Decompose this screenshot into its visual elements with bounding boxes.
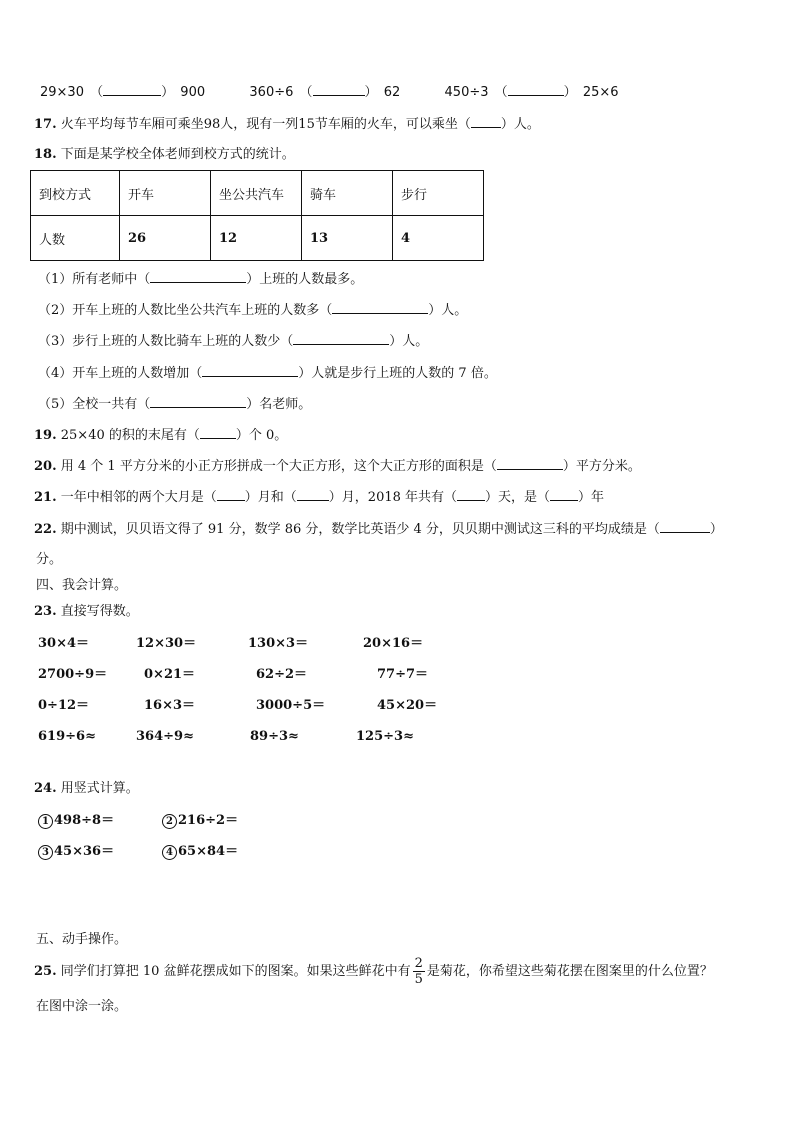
question-number: 24. — [34, 781, 57, 796]
question-23 — [34, 603, 139, 621]
table-cell: 4 — [393, 216, 484, 261]
calc-item: 619÷6≈ — [38, 729, 96, 744]
table-header-cell: 步行 — [393, 171, 484, 216]
table-header-cell: 开车 — [120, 171, 211, 216]
table-cell: 12 — [211, 216, 302, 261]
question-text: 用竖式计算。 — [60, 781, 139, 796]
question-number: 19. — [34, 428, 57, 443]
vertical-calc-item: 1 498÷8＝ — [38, 812, 114, 830]
answer-blank[interactable] — [103, 83, 161, 96]
circled-number: 3 — [38, 845, 53, 860]
sub-question-2: （2）开车上班的人数比坐公共汽车上班的人数多（ ）人。 — [38, 303, 468, 318]
compare-a-right: 900 — [180, 85, 206, 100]
calc-item: 12×30＝ — [136, 636, 197, 651]
table-header-cell: 到校方式 — [31, 171, 120, 216]
calc-item: 62÷2＝ — [256, 667, 308, 682]
calc-item: 45×20＝ — [377, 698, 438, 713]
question-text: ）人。 — [500, 117, 540, 132]
question-text: 火车平均每节车厢可乘坐98人，现有一列15节车厢的火车，可以乘坐（ — [60, 117, 471, 132]
question-number: 25. — [34, 964, 57, 979]
section-heading: 四、我会计算。 — [36, 578, 128, 593]
table-row — [31, 171, 484, 216]
question-number: 21. — [34, 490, 57, 505]
question-22: 22. 期中测试，贝贝语文得了 91 分，数学 86 分，数学比英语少 4 分，贝贝期中测试这三科的平均成绩是（ ） — [34, 522, 723, 537]
question-number: 23. — [34, 604, 57, 619]
question-17 — [34, 115, 540, 134]
compare-b-left: 360÷6 — [249, 85, 294, 100]
calc-item: 20×16＝ — [363, 636, 424, 651]
compare-row: 29×30 （ ） 900 360÷6 （ ） 62 450÷3 （ ） 25×6 — [40, 85, 619, 100]
question-25: 25. 同学们打算把 10 盆鲜花摆成如下的图案。如果这些鲜花中有 $\frac{2}{5}$ 是菊花，你希望这些菊花摆在图案里的什么位置？ — [34, 956, 713, 987]
table-cell: 26 — [120, 216, 211, 261]
answer-blank[interactable] — [332, 301, 428, 314]
vertical-calc-item: 2 216÷2＝ — [162, 812, 238, 830]
question-21: 21. 一年中相邻的两个大月是（ ）月和（ ）月，2018 年共有（ ）天，是（ ）年 — [34, 490, 605, 505]
calc-item: 16×3＝ — [144, 698, 196, 713]
sub-question-3: （3）步行上班的人数比骑车上班的人数少（ ）人。 — [38, 334, 429, 349]
answer-blank[interactable] — [217, 488, 245, 501]
calc-item: 77÷7＝ — [377, 667, 429, 682]
calc-item: 0÷12＝ — [38, 698, 90, 713]
compare-c-right: 25×6 — [582, 85, 619, 100]
fraction: $\frac{2}{5}$ — [414, 956, 423, 987]
commute-stats-table — [30, 170, 484, 261]
answer-blank[interactable] — [660, 520, 710, 533]
circled-number: 2 — [162, 814, 177, 829]
question-text: 直接写得数。 — [60, 604, 139, 619]
answer-blank[interactable] — [297, 488, 329, 501]
calc-item: 30×4＝ — [38, 636, 90, 651]
answer-blank[interactable] — [313, 83, 365, 96]
compare-b-right: 62 — [383, 85, 401, 100]
answer-blank[interactable] — [471, 115, 501, 128]
question-25-line2: 在图中涂一涂。 — [36, 999, 128, 1014]
question-number: 18. — [34, 147, 57, 162]
question-22-line2: 分。 — [36, 552, 63, 567]
table-cell: 人数 — [31, 216, 120, 261]
vertical-calc-item: 4 65×84＝ — [162, 843, 238, 861]
compare-a-left: 29×30 — [40, 85, 84, 100]
table-cell: 13 — [302, 216, 393, 261]
calc-item: 3000÷5＝ — [256, 698, 326, 713]
calc-item: 130×3＝ — [248, 636, 309, 651]
vertical-calc-item: 3 45×36＝ — [38, 843, 114, 861]
sub-question-4: （4）开车上班的人数增加（ ）人就是步行上班的人数的 7 倍。 — [38, 366, 497, 381]
answer-blank[interactable] — [293, 332, 389, 345]
answer-blank[interactable] — [150, 270, 246, 283]
section-heading: 五、动手操作。 — [36, 932, 128, 947]
question-text: 下面是某学校全体老师到校方式的统计。 — [60, 147, 295, 162]
answer-blank[interactable] — [497, 457, 563, 470]
calc-item: 364÷9≈ — [136, 729, 194, 744]
table-row — [31, 216, 484, 261]
answer-blank[interactable] — [150, 395, 246, 408]
question-19: 19. 25×40 的积的末尾有（ ）个 0。 — [34, 428, 288, 443]
question-number: 20. — [34, 459, 57, 474]
question-number: 22. — [34, 522, 57, 537]
calc-item: 0×21＝ — [144, 667, 196, 682]
question-24 — [34, 780, 139, 798]
calc-item: 125÷3≈ — [356, 729, 414, 744]
calc-item: 2700÷9＝ — [38, 667, 108, 682]
question-number: 17. — [34, 117, 57, 132]
circled-number: 4 — [162, 845, 177, 860]
compare-c-left: 450÷3 — [444, 85, 489, 100]
table-header-cell: 坐公共汽车 — [211, 171, 302, 216]
question-20: 20. 用 4 个 1 平方分米的小正方形拼成一个大正方形，这个大正方形的面积是（ ）平方分米。 — [34, 459, 641, 474]
answer-blank[interactable] — [202, 364, 298, 377]
sub-question-5: （5）全校一共有（ ）名老师。 — [38, 397, 312, 412]
circled-number: 1 — [38, 814, 53, 829]
calc-item: 89÷3≈ — [250, 729, 299, 744]
sub-question-1: （1）所有老师中（ ）上班的人数最多。 — [38, 272, 364, 287]
answer-blank[interactable] — [457, 488, 485, 501]
table-header-cell: 骑车 — [302, 171, 393, 216]
answer-blank[interactable] — [508, 83, 564, 96]
answer-blank[interactable] — [550, 488, 578, 501]
question-18 — [34, 146, 295, 164]
answer-blank[interactable] — [200, 426, 236, 439]
